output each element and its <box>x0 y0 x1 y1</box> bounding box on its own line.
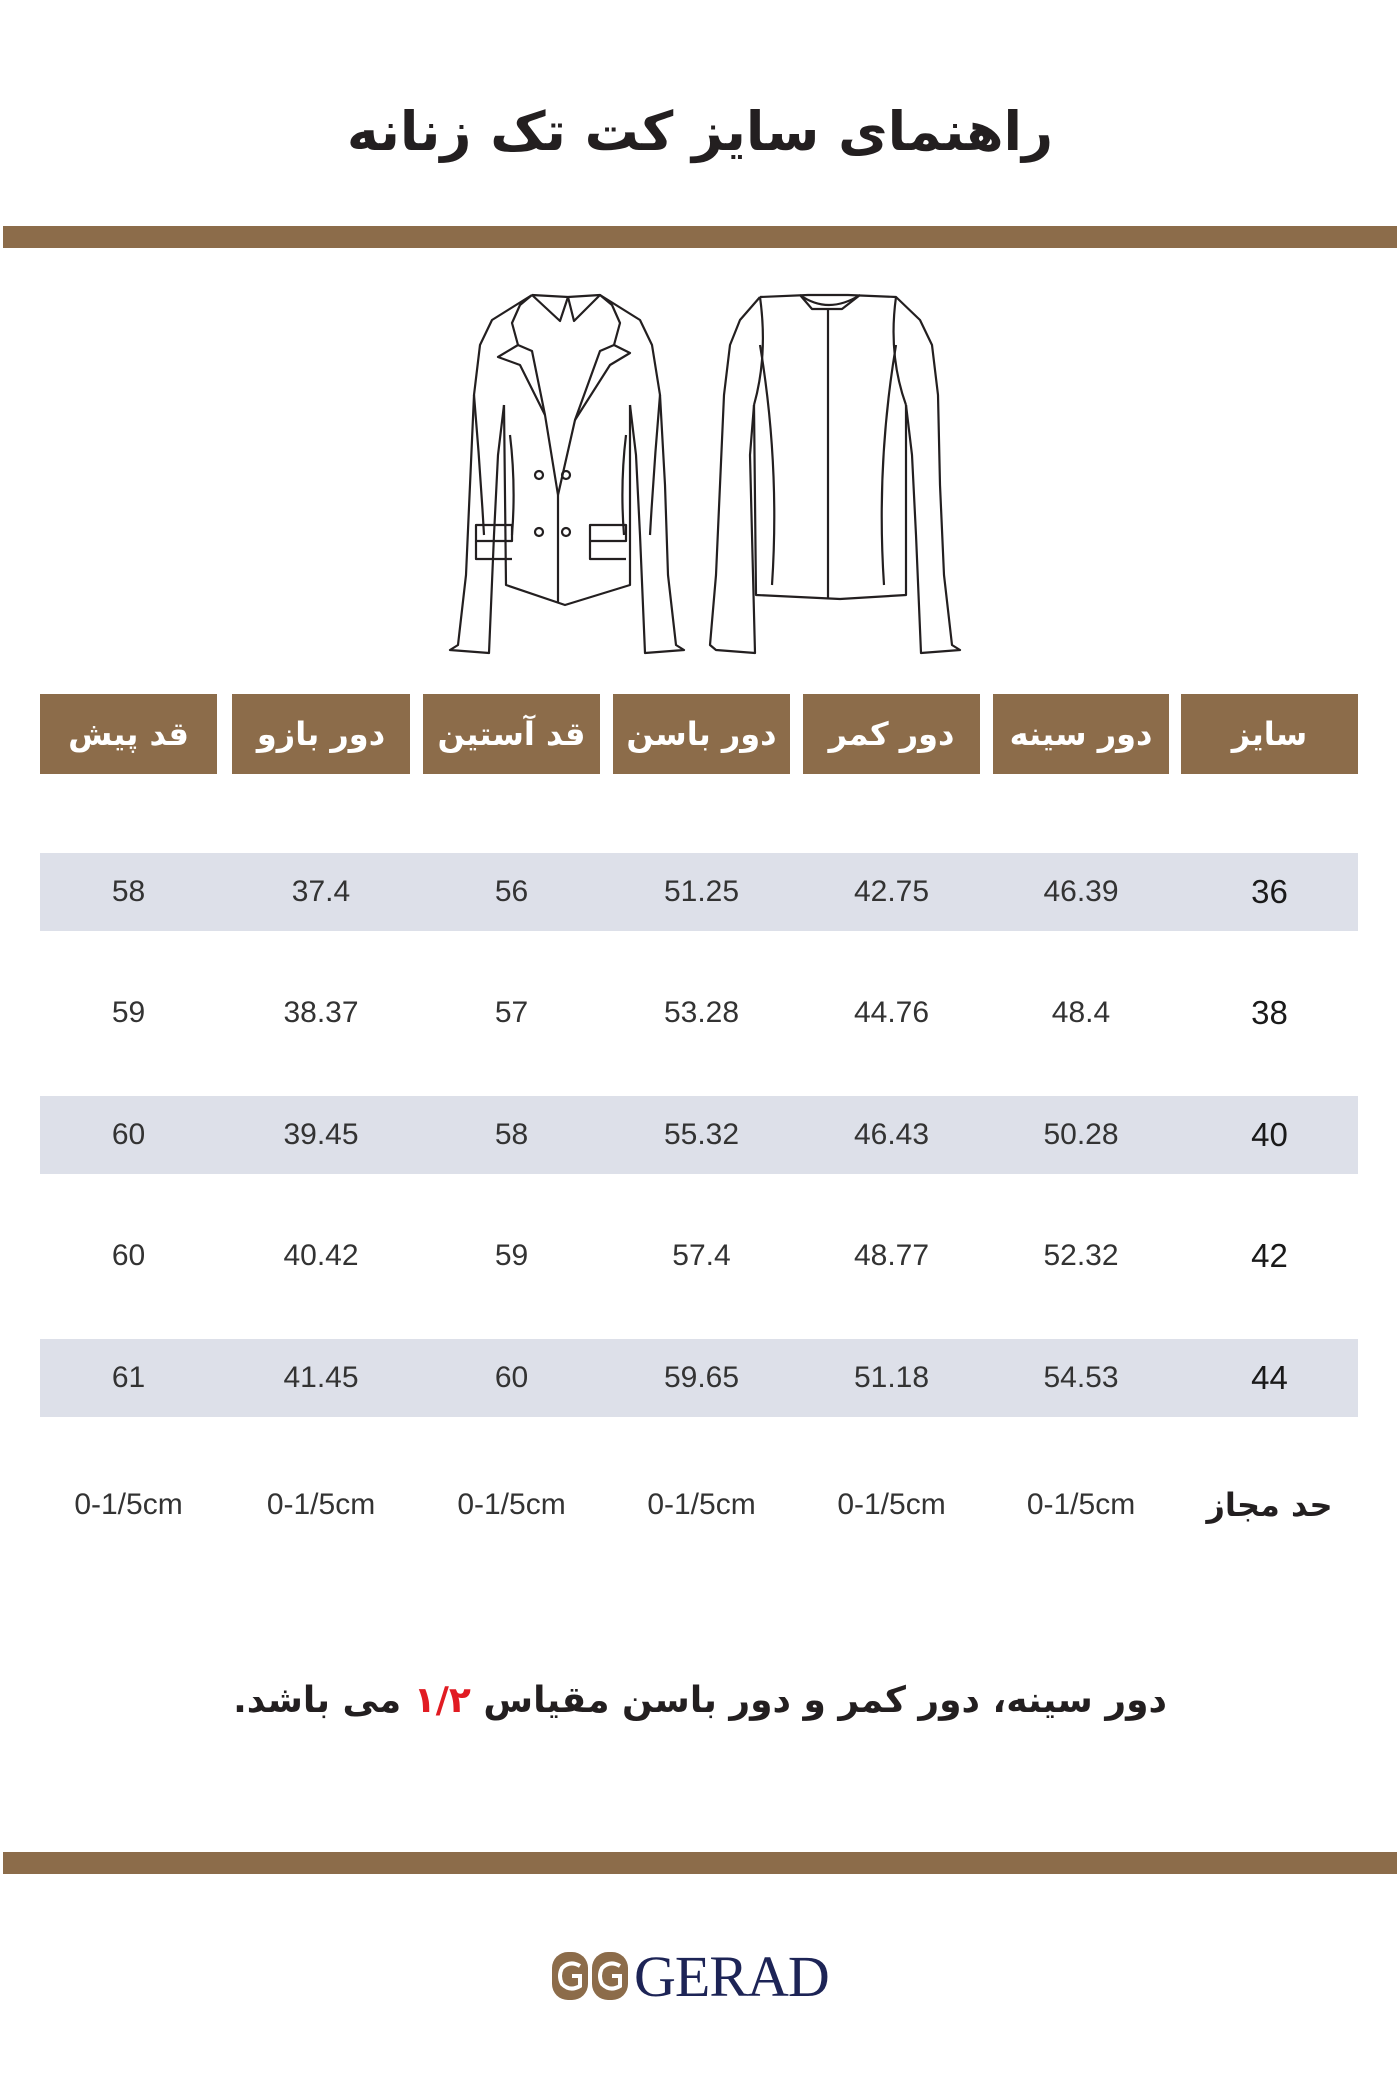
cell-length: 61 <box>111 1361 146 1394</box>
gerad-logo-icon <box>550 1948 630 2004</box>
cell-size: 42 <box>1251 1237 1288 1274</box>
cell-chest: 54.53 <box>1043 1361 1119 1394</box>
cell-length: 59 <box>111 996 146 1029</box>
brand-name: GERAD <box>634 1943 829 2009</box>
header-sleeve: قد آستین <box>423 694 600 774</box>
tolerance-row <box>40 1466 1358 1544</box>
cell-hip: 51.25 <box>663 875 740 908</box>
note-highlight: ۱/۲ <box>413 1680 471 1721</box>
cell-size: 38 <box>1251 994 1288 1031</box>
cell-waist: 51.18 <box>853 1361 930 1394</box>
page-title: راهنمای سایز کت تک زنانه <box>346 100 1054 163</box>
cell-arm: 41.45 <box>283 1361 359 1394</box>
note-text-end: می باشد. <box>233 1680 402 1721</box>
tolerance-hip: 0-1/5cm <box>647 1488 756 1521</box>
cell-length: 60 <box>111 1239 146 1272</box>
size-table-header <box>40 694 1358 774</box>
header-arm: دور بازو <box>232 694 410 774</box>
table-row <box>40 1217 1358 1295</box>
jacket-back-drawing <box>710 295 960 653</box>
table-row <box>40 1339 1358 1417</box>
cell-arm: 39.45 <box>283 1118 359 1151</box>
header-size: سایز <box>1181 694 1358 774</box>
cell-chest: 50.28 <box>1043 1118 1119 1151</box>
cell-arm: 37.4 <box>291 875 351 908</box>
bottom-divider <box>3 1852 1397 1874</box>
cell-waist: 44.76 <box>853 996 930 1029</box>
cell-sleeve: 56 <box>494 875 529 908</box>
cell-size: 40 <box>1251 1116 1288 1153</box>
tolerance-sleeve: 0-1/5cm <box>457 1488 566 1521</box>
header-length: قد پیش <box>40 694 217 774</box>
top-divider <box>3 226 1397 248</box>
cell-size: 44 <box>1251 1359 1288 1396</box>
cell-length: 60 <box>111 1118 146 1151</box>
tolerance-length: 0-1/5cm <box>74 1488 183 1521</box>
jacket-illustration <box>0 285 1400 665</box>
cell-hip: 53.28 <box>663 996 740 1029</box>
note-text-start: دور سینه، دور کمر و دور باسن مقیاس <box>483 1680 1167 1721</box>
tolerance-waist: 0-1/5cm <box>837 1488 946 1521</box>
header-hip: دور باسن <box>613 694 790 774</box>
tolerance-label: حد مجاز <box>1206 1486 1333 1524</box>
cell-hip: 59.65 <box>663 1361 740 1394</box>
cell-sleeve: 59 <box>494 1239 529 1272</box>
tolerance-chest: 0-1/5cm <box>1026 1488 1136 1521</box>
table-row <box>40 1096 1358 1174</box>
cell-hip: 57.4 <box>672 1239 731 1272</box>
cell-arm: 40.42 <box>283 1239 359 1272</box>
cell-sleeve: 60 <box>494 1361 529 1394</box>
cell-sleeve: 57 <box>494 996 529 1029</box>
cell-size: 36 <box>1251 873 1288 910</box>
cell-length: 58 <box>111 875 146 908</box>
cell-chest: 48.4 <box>1051 996 1111 1029</box>
cell-sleeve: 58 <box>494 1118 529 1151</box>
cell-waist: 46.43 <box>853 1118 930 1151</box>
cell-arm: 38.37 <box>283 996 359 1029</box>
header-waist: دور کمر <box>803 694 980 774</box>
jacket-front-drawing <box>450 295 684 653</box>
header-chest: دور سینه <box>993 694 1169 774</box>
table-row <box>40 974 1358 1052</box>
cell-chest: 52.32 <box>1043 1239 1119 1272</box>
tolerance-arm: 0-1/5cm <box>266 1488 376 1521</box>
cell-waist: 48.77 <box>853 1239 930 1272</box>
cell-chest: 46.39 <box>1043 875 1119 908</box>
measurement-note <box>0 1680 1400 1721</box>
cell-waist: 42.75 <box>853 875 930 908</box>
cell-hip: 55.32 <box>663 1118 740 1151</box>
table-row <box>40 853 1358 931</box>
brand-logo <box>550 1944 829 2008</box>
